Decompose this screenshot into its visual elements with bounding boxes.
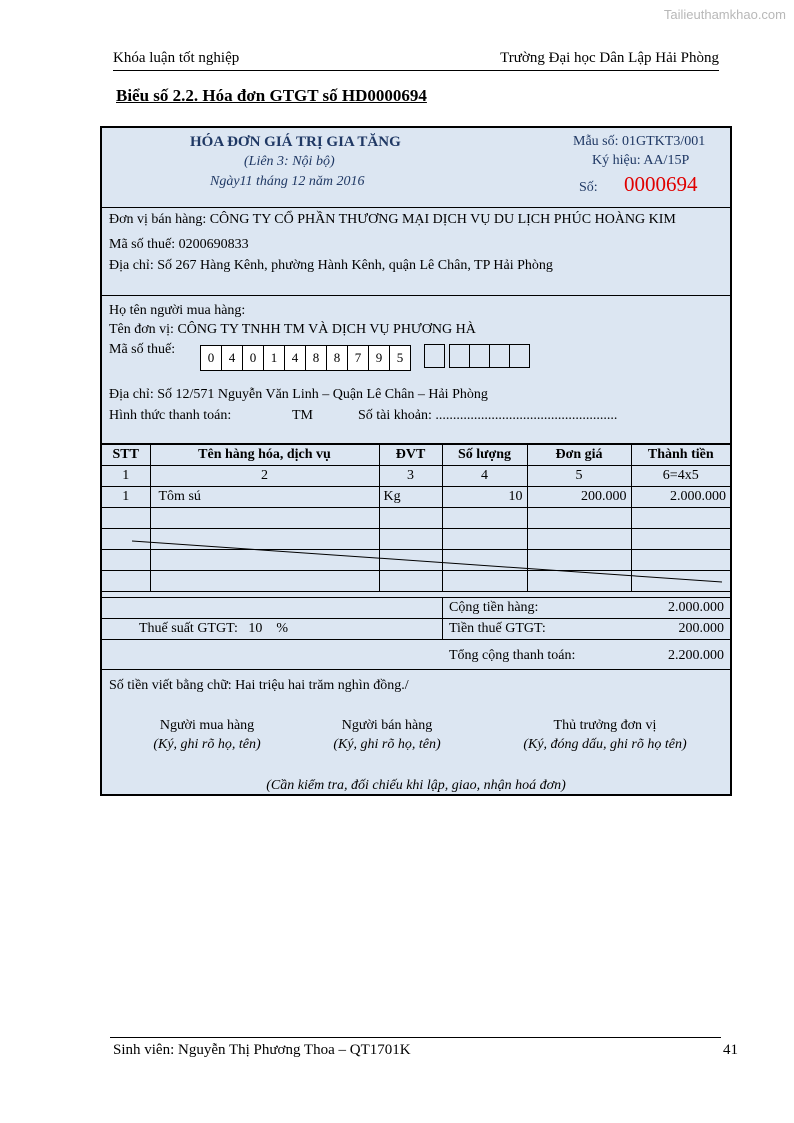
tax-value: 200.000 (678, 621, 724, 636)
index-cell: 4 (442, 466, 527, 487)
invoice-note: (Cần kiểm tra, đối chiếu khi lập, giao, nhận hoá đơn) (266, 778, 566, 793)
amount-in-words: Số tiền viết bằng chữ: Hai triệu hai trăm nghìn đồng./ (109, 678, 409, 693)
col-header: Số lượng (442, 445, 527, 466)
tax-digit: 8 (305, 345, 327, 371)
tax-digit: 4 (221, 345, 243, 371)
tax-digit: 7 (347, 345, 369, 371)
footer-rule (110, 1037, 721, 1038)
doc-title: Biểu số 2.2. Hóa đơn GTGT số HD0000694 (116, 86, 427, 105)
invoice-symbol: Ký hiệu: AA/15P (592, 153, 690, 168)
index-cell: 1 (102, 466, 150, 487)
col-header: Tên hàng hóa, dịch vụ (150, 445, 379, 466)
page-footer (113, 1042, 738, 1059)
index-cell: 3 (379, 466, 442, 487)
totals-section (102, 597, 730, 711)
subtotal-label: Cộng tiền hàng: (449, 600, 539, 615)
tax-digit: 8 (326, 345, 348, 371)
index-cell: 2 (150, 466, 379, 487)
page-number: 41 (723, 1042, 738, 1058)
tax-rate (139, 621, 288, 637)
tax-digit: 0 (200, 345, 222, 371)
subtotal-value: 2.000.000 (668, 600, 724, 615)
col-header: ĐVT (379, 445, 442, 466)
seller-tax-code: Mã số thuế: 0200690833 (109, 237, 249, 252)
empty-box (489, 344, 510, 368)
header-rule (113, 70, 719, 71)
col-header: STT (102, 445, 150, 466)
buyer-unit: Tên đơn vị: CÔNG TY TNHH TM VÀ DỊCH VỤ PHƯƠNG HÀ (109, 322, 476, 337)
account-number: Số tài khoản: .................................................... (358, 408, 618, 423)
buyer-tax-label: Mã số thuế: (109, 342, 176, 357)
payment-method-label: Hình thức thanh toán: (109, 408, 232, 423)
item-amount: 2.000.000 (631, 487, 730, 508)
buyer-signature (132, 718, 282, 753)
tax-label: Tiền thuế GTGT: (449, 621, 546, 636)
item-name: Tôm sú (150, 487, 379, 508)
item-qty: 10 (442, 487, 527, 508)
index-cell: 5 (527, 466, 631, 487)
invoice-copy: (Liên 3: Nội bộ) (244, 154, 335, 169)
head-signature-title: Thủ trưởng đơn vị (553, 718, 657, 733)
invoice-date: Ngày11 tháng 12 năm 2016 (210, 174, 365, 189)
header-left: Khóa luận tốt nghiệp (113, 50, 240, 66)
empty-box (424, 344, 445, 368)
subtotal-row (102, 598, 730, 619)
seller-address: Địa chỉ: Số 267 Hàng Kênh, phường Hành Kênh, quận Lê Chân, TP Hải Phòng (109, 258, 553, 273)
buyer-section (102, 296, 730, 444)
empty-box (509, 344, 530, 368)
buyer-name: Họ tên người mua hàng: (109, 303, 246, 318)
tax-row (102, 619, 730, 640)
item-unit: Kg (379, 487, 442, 508)
tax-digit: 1 (263, 345, 285, 371)
grand-total-row (102, 640, 730, 670)
seller-signature (312, 718, 462, 753)
col-header: Thành tiền (631, 445, 730, 466)
invoice (100, 126, 732, 796)
invoice-number-label: Số: (579, 180, 598, 195)
seller-section (102, 208, 730, 296)
header-right: Trường Đại học Dân Lập Hải Phòng (500, 50, 719, 66)
seller-name: Đơn vị bán hàng: CÔNG TY CỔ PHẦN THƯƠNG MẠI DỊCH VỤ DU LỊCH PHÚC HOÀNG KIM (109, 212, 676, 227)
item-stt: 1 (102, 487, 150, 508)
tax-digit: 5 (389, 345, 411, 371)
watermark: Tailieuthamkhao.com (663, 7, 786, 22)
item-price: 200.000 (527, 487, 631, 508)
empty-box (449, 344, 470, 368)
table-row (102, 487, 730, 508)
empty-row (102, 508, 730, 529)
seller-signature-hint: (Ký, ghi rõ họ, tên) (333, 737, 441, 752)
buyer-signature-title: Người mua hàng (159, 718, 255, 733)
table-index-row (102, 466, 730, 487)
buyer-tax-code-boxes (200, 345, 410, 371)
head-signature-hint: (Ký, đóng dấu, ghi rõ họ tên) (523, 737, 687, 752)
head-signature (495, 718, 715, 753)
buyer-tax-code-extra-boxes (424, 344, 529, 368)
tax-digit: 4 (284, 345, 306, 371)
invoice-header (102, 128, 730, 208)
tax-rate-value: 10 (248, 621, 263, 636)
invoice-number: 0000694 (624, 172, 698, 196)
grand-total-label: Tổng cộng thanh toán: (449, 648, 576, 663)
invoice-form-no: Mẫu số: 01GTKT3/001 (573, 134, 706, 149)
buyer-address: Địa chỉ: Số 12/571 Nguyễn Văn Linh – Quận Lê Chân – Hải Phòng (109, 387, 488, 402)
cross-out-line (132, 539, 724, 583)
payment-method-value: TM (292, 408, 313, 423)
index-cell: 6=4x5 (631, 466, 730, 487)
page-header (113, 50, 719, 72)
tax-rate-label: Thuế suất GTGT: (139, 621, 238, 636)
invoice-title: HÓA ĐƠN GIÁ TRỊ GIA TĂNG (190, 134, 401, 150)
col-header: Đơn giá (527, 445, 631, 466)
tax-rate-unit: % (276, 621, 289, 636)
seller-signature-title: Người bán hàng (341, 718, 433, 733)
table-header-row (102, 445, 730, 466)
buyer-signature-hint: (Ký, ghi rõ họ, tên) (153, 737, 261, 752)
empty-box (469, 344, 490, 368)
footer-student: Sinh viên: Nguyễn Thị Phương Thoa – QT1701K (113, 1042, 411, 1058)
tax-digit: 9 (368, 345, 390, 371)
grand-total-value: 2.200.000 (668, 648, 724, 663)
tax-digit: 0 (242, 345, 264, 371)
